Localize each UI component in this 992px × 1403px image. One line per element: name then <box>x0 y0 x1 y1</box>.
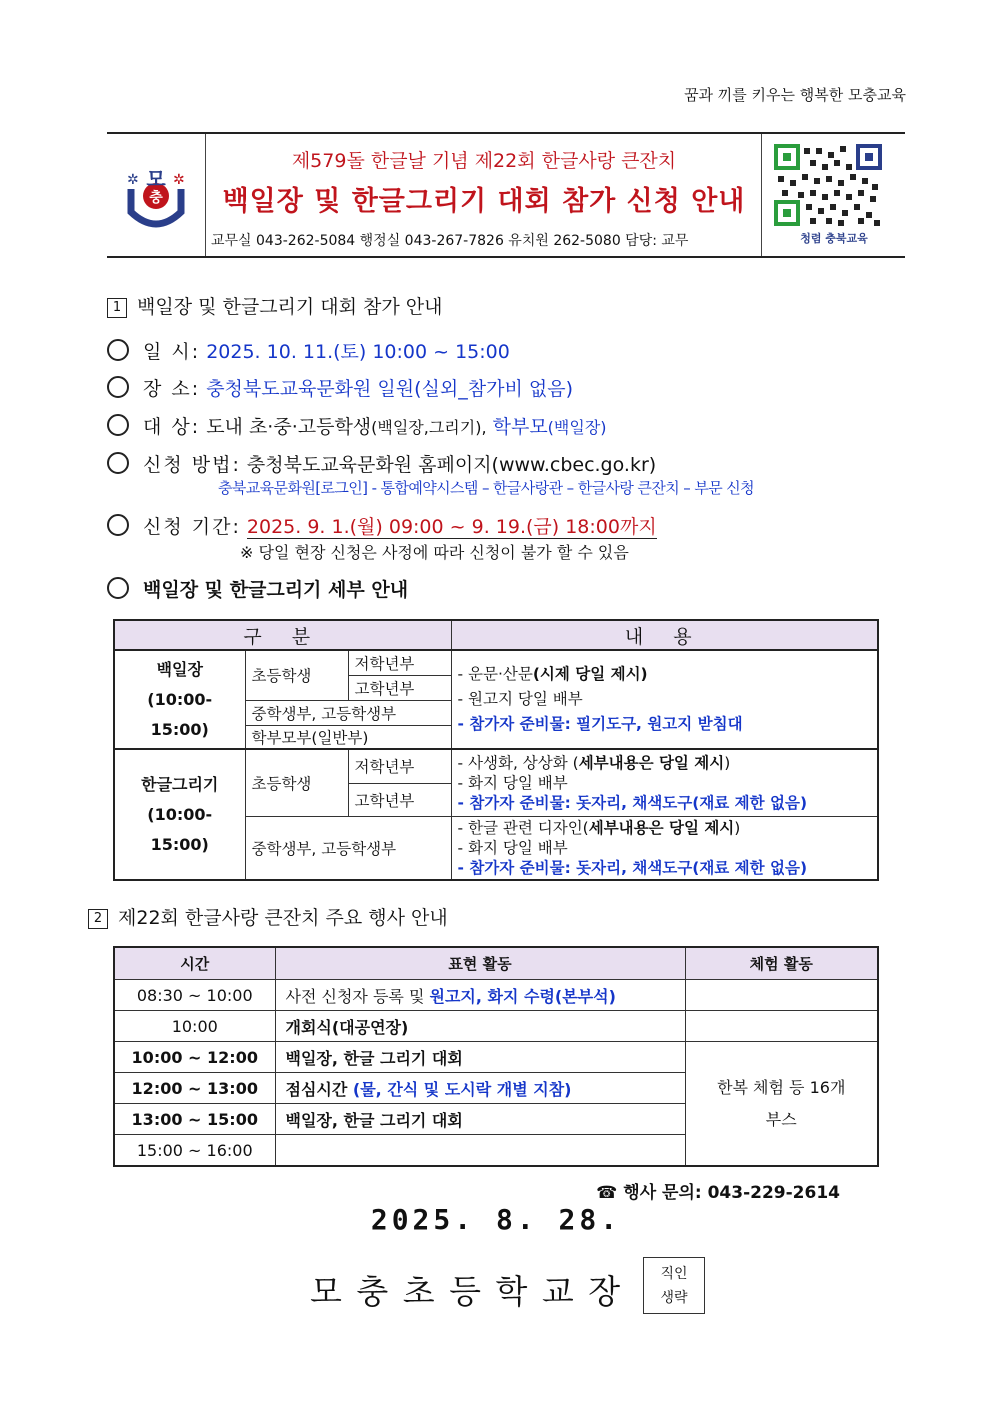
baek-low: 저학년부 <box>348 650 451 675</box>
period-note: ※ 당일 현장 신청은 사정에 따라 신청이 불가 할 수 있음 <box>240 543 629 562</box>
col-header-experience: 체험 활동 <box>685 947 878 980</box>
date-label: 일 시: <box>143 341 201 363</box>
target-label: 대 상: <box>143 416 201 438</box>
draw-e1b: 세부내용은 당일 제시 <box>578 753 725 772</box>
qr-caption: 청렴 충북교육 <box>800 232 868 245</box>
baek-category <box>114 650 245 749</box>
info-method-row <box>107 450 656 477</box>
qr-cell <box>761 134 905 256</box>
draw-mid-content <box>451 816 878 880</box>
baek-elem: 초등학생 <box>245 650 348 700</box>
draw-e3: - 참가자 준비물: 돗자리, 채색도구(재료 제한 없음) <box>457 793 808 812</box>
table-row <box>114 1011 878 1042</box>
time-cell: 08:30 ~ 10:00 <box>114 980 275 1011</box>
col-header-content: 내 용 <box>451 620 878 650</box>
header-box <box>107 132 905 258</box>
circle-bullet-icon <box>107 452 129 474</box>
target-students: 도내 초·중·고등학생 <box>206 416 372 438</box>
section1-heading <box>107 292 443 319</box>
baek-content <box>451 650 878 749</box>
period-value: 2025. 9. 1.(월) 09:00 ~ 9. 19.(금) 18:00까지 <box>246 516 657 538</box>
draw-mid-high: 중학생부, 고등학생부 <box>245 816 451 880</box>
target-parents-note: (백일장) <box>547 418 607 437</box>
school-logo-cell <box>107 134 206 256</box>
inquiry-line <box>596 1178 840 1203</box>
logo-mid-char: 충 <box>149 190 163 206</box>
circle-bullet-icon <box>107 514 129 536</box>
place-value: 충청북도교육문화원 일원(실외_참가비 없음) <box>206 378 573 400</box>
signer-name: 모 충 초 등 학 교 장 <box>310 1272 623 1311</box>
baek-parent: 학부모부(일반부) <box>245 725 451 749</box>
info-period-row <box>107 512 657 539</box>
baek-c3: - 참가자 준비물: 필기도구, 원고지 받침대 <box>457 715 743 733</box>
draw-elem-content <box>451 749 878 816</box>
draw-m1b: 세부내용은 당일 제시 <box>588 818 735 837</box>
section2-number: 2 <box>88 909 108 929</box>
circle-bullet-icon <box>107 577 129 599</box>
section1-title: 백일장 및 한글그리기 대회 참가 안내 <box>137 296 443 318</box>
experience-cell <box>685 1011 878 1042</box>
activity-cell: 백일장, 한글 그리기 대회 <box>275 1042 685 1073</box>
document-date: 2025. 8. 28. <box>370 1203 622 1236</box>
draw-e1a: - 사생화, 상상화 ( <box>457 753 579 772</box>
draw-m1c: ) <box>734 818 741 837</box>
target-parents: 학부모 <box>492 416 548 438</box>
school-logo-icon <box>107 134 205 256</box>
table-row <box>114 980 878 1011</box>
draw-category <box>114 749 245 880</box>
target-students-note: (백일장,그리기), <box>371 418 487 437</box>
svg-text:✲: ✲ <box>173 172 185 188</box>
draw-e1c: ) <box>724 753 731 772</box>
schedule-table <box>113 946 879 1167</box>
place-label: 장 소: <box>143 378 201 400</box>
date-value: 2025. 10. 11.(토) 10:00 ~ 15:00 <box>206 341 510 363</box>
logo-top-char: 모 <box>146 167 166 191</box>
info-place-row <box>107 374 573 401</box>
activity-cell: 점심시간 (물, 간식 및 도시락 개별 지참) <box>275 1073 685 1104</box>
circle-bullet-icon <box>107 414 129 436</box>
activity-cell: 백일장, 한글 그리기 대회 <box>275 1104 685 1135</box>
draw-high: 고학년부 <box>348 783 451 816</box>
draw-low: 저학년부 <box>348 749 451 783</box>
draw-label: 한글그리기 <box>141 774 219 794</box>
col-header-category: 구 분 <box>114 620 451 650</box>
baek-high: 고학년부 <box>348 675 451 700</box>
activity-cell: 개회식(대공연장) <box>275 1011 685 1042</box>
time-cell: 10:00 <box>114 1011 275 1042</box>
info-date-row <box>107 337 510 364</box>
col-header-time: 시간 <box>114 947 275 980</box>
time-cell: 15:00 ~ 16:00 <box>114 1135 275 1167</box>
info-target-row <box>107 412 607 439</box>
method-label: 신청 방법: <box>143 454 241 476</box>
time-cell: 13:00 ~ 15:00 <box>114 1104 275 1135</box>
draw-elem: 초등학생 <box>245 749 348 816</box>
page-title: 백일장 및 한글그리기 대회 참가 신청 안내 <box>222 186 746 217</box>
baek-c1a: - 운문·산문 <box>457 665 533 683</box>
detail-title: 백일장 및 한글그리기 세부 안내 <box>143 579 409 601</box>
phone-icon: ☎ <box>596 1183 618 1203</box>
header-subtitle <box>205 146 763 173</box>
detail-heading <box>107 575 408 602</box>
draw-e2: - 화지 당일 배부 <box>457 773 568 792</box>
subtitle-rest: 제22회 한글사랑 큰잔치 <box>474 150 677 172</box>
section1-number: 1 <box>107 298 127 318</box>
experience-cell <box>685 980 878 1011</box>
activity-cell: 사전 신청자 등록 및 원고지, 화지 수령(본부석) <box>275 980 685 1011</box>
baek-label: 백일장 <box>156 659 203 679</box>
svg-text:✲: ✲ <box>127 172 139 188</box>
subtitle-red: 제579돌 한글날 기념 <box>291 150 469 172</box>
draw-time: (10:00-15:00) <box>147 804 213 854</box>
section2-heading <box>88 903 448 930</box>
time-cell: 12:00 ~ 13:00 <box>114 1073 275 1104</box>
col-header-expression: 표현 활동 <box>275 947 685 980</box>
school-slogan: 꿈과 끼를 키우는 행복한 모충교육 <box>684 86 906 104</box>
table-row <box>114 1042 878 1073</box>
contact-line: 교무실 043-262-5084 행정실 043-267-7826 유치원 262-5080 담당: 교무 <box>211 233 689 249</box>
time-cell: 10:00 ~ 12:00 <box>114 1042 275 1073</box>
qr-code-icon <box>772 142 884 228</box>
detail-table <box>113 619 879 881</box>
draw-m1a: - 한글 관련 디자인( <box>457 818 589 837</box>
method-value: 충청북도교육문화원 홈페이지(www.cbec.go.kr) <box>246 454 657 476</box>
baek-time: (10:00-15:00) <box>147 689 213 739</box>
baek-c1b: (시제 당일 제시) <box>532 665 648 683</box>
experience-booth-cell: 한복 체험 등 16개 부스 <box>685 1042 878 1167</box>
activity-cell <box>275 1135 685 1167</box>
circle-bullet-icon <box>107 376 129 398</box>
draw-m3: - 참가자 준비물: 돗자리, 채색도구(재료 제한 없음) <box>457 858 808 877</box>
baek-c2: - 원고지 당일 배부 <box>457 690 583 708</box>
seal-omitted-box: 직인 생략 <box>643 1257 705 1314</box>
inquiry-text: 행사 문의: 043-229-2614 <box>623 1183 840 1203</box>
circle-bullet-icon <box>107 339 129 361</box>
baek-mid-high: 중학생부, 고등학생부 <box>245 700 451 725</box>
method-path: 충북교육문화원[로그인] - 통합예약시스템 – 한글사랑관 – 한글사랑 큰잔치 – 부문 신청 <box>218 479 755 497</box>
section2-title: 제22회 한글사랑 큰잔치 주요 행사 안내 <box>118 907 448 929</box>
period-label: 신청 기간: <box>143 516 241 538</box>
draw-m2: - 화지 당일 배부 <box>457 838 568 857</box>
